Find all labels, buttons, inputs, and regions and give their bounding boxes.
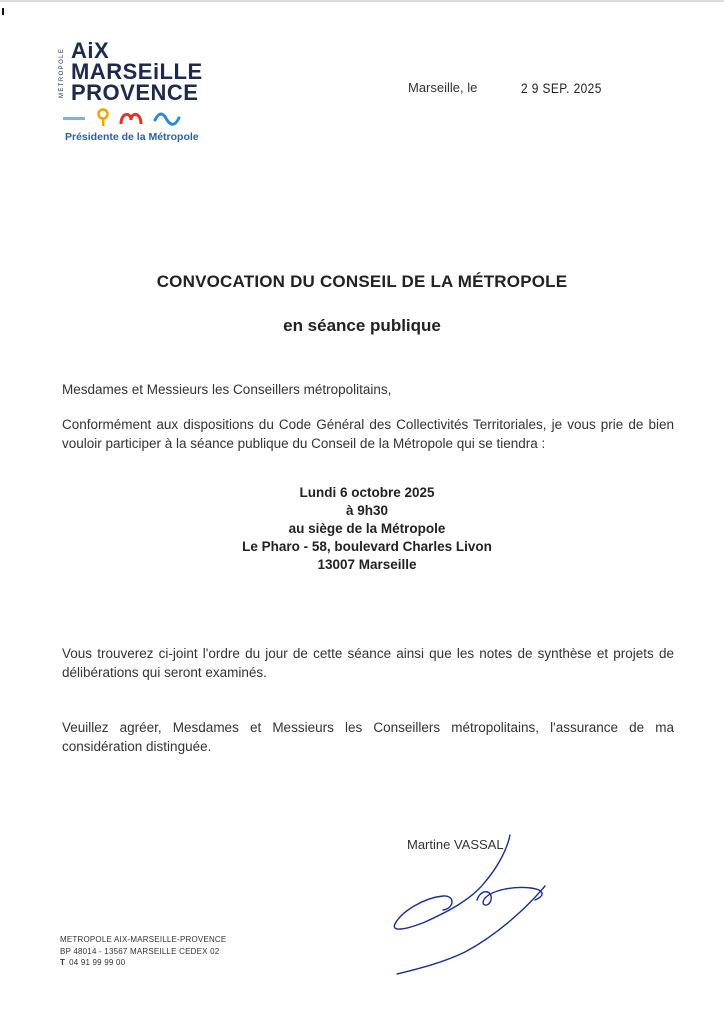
logo-line-aix: AiX [71,38,110,63]
logo-vertical-label: MÉTROPOLE [59,47,65,99]
handwritten-signature-icon [385,830,565,980]
attachment-paragraph: Vous trouverez ci-joint l'ordre du jour de cette séance ainsi que les notes de synthèse et projets de délibérations qui seront examinés. [62,646,674,680]
logo-mark-arches [121,114,141,124]
footer-phone-line [60,957,226,969]
salutation: Mesdames et Messieurs les Conseillers métropolitains, [62,382,392,397]
meeting-time: à 9h30 [345,503,389,518]
meeting-city: 13007 Marseille [317,557,417,572]
logo-mark-dash [63,117,85,120]
logo-mark-stem [102,118,105,126]
footer-org: METROPOLE AIX-MARSEILLE-PROVENCE [60,935,227,944]
date-prefix: Marseille, le [408,80,478,95]
signer-name: Martine VASSAL [407,837,504,852]
meeting-place: au siège de la Métropole [288,521,446,536]
signature-stroke-main [394,835,510,929]
meeting-address: Le Pharo - 58, boulevard Charles Livon [242,539,492,554]
logo-mark-ring [99,110,108,119]
logo-wordmark [71,40,203,103]
footer-address [60,934,226,969]
logo-color-marks-icon [63,108,213,128]
footer-postal: BP 48014 - 13567 MARSEILLE CEDEX 02 [60,946,220,956]
scan-top-edge [0,0,724,2]
signature-stroke-loop [477,887,542,905]
scan-mark [2,8,4,15]
intro-paragraph: Conformément aux dispositions du Code Général des Collectivités Territoriales, je vous prie de bien vouloir participer à la séance publique du Conseil de la Métropole qui se tiendra : [62,417,674,451]
document-subtitle: en séance publique [283,316,441,335]
metropole-logo [57,40,217,150]
closing-paragraph: Veuillez agréer, Mesdames et Messieurs les Conseillers métropolitains, l'assurance de ma considération distinguée. [62,720,674,754]
date-stamp: 2 9 SEP. 2025 [521,80,602,96]
meeting-date: Lundi 6 octobre 2025 [299,485,435,500]
logo-mark-wave [155,114,179,124]
signature-stroke-tail [397,886,545,974]
logo-line-marseille: MARSEiLLE [71,59,203,84]
meeting-details [0,484,724,574]
logo-line-provence: PROVENCE [71,80,199,105]
date-line [408,80,602,96]
document-title: CONVOCATION DU CONSEIL DE LA MÉTROPOLE [156,272,568,291]
logo-caption: Présidente de la Métropole [65,131,199,143]
footer-phone-label: T [60,958,66,967]
footer-phone: 04 91 99 99 00 [69,958,126,967]
